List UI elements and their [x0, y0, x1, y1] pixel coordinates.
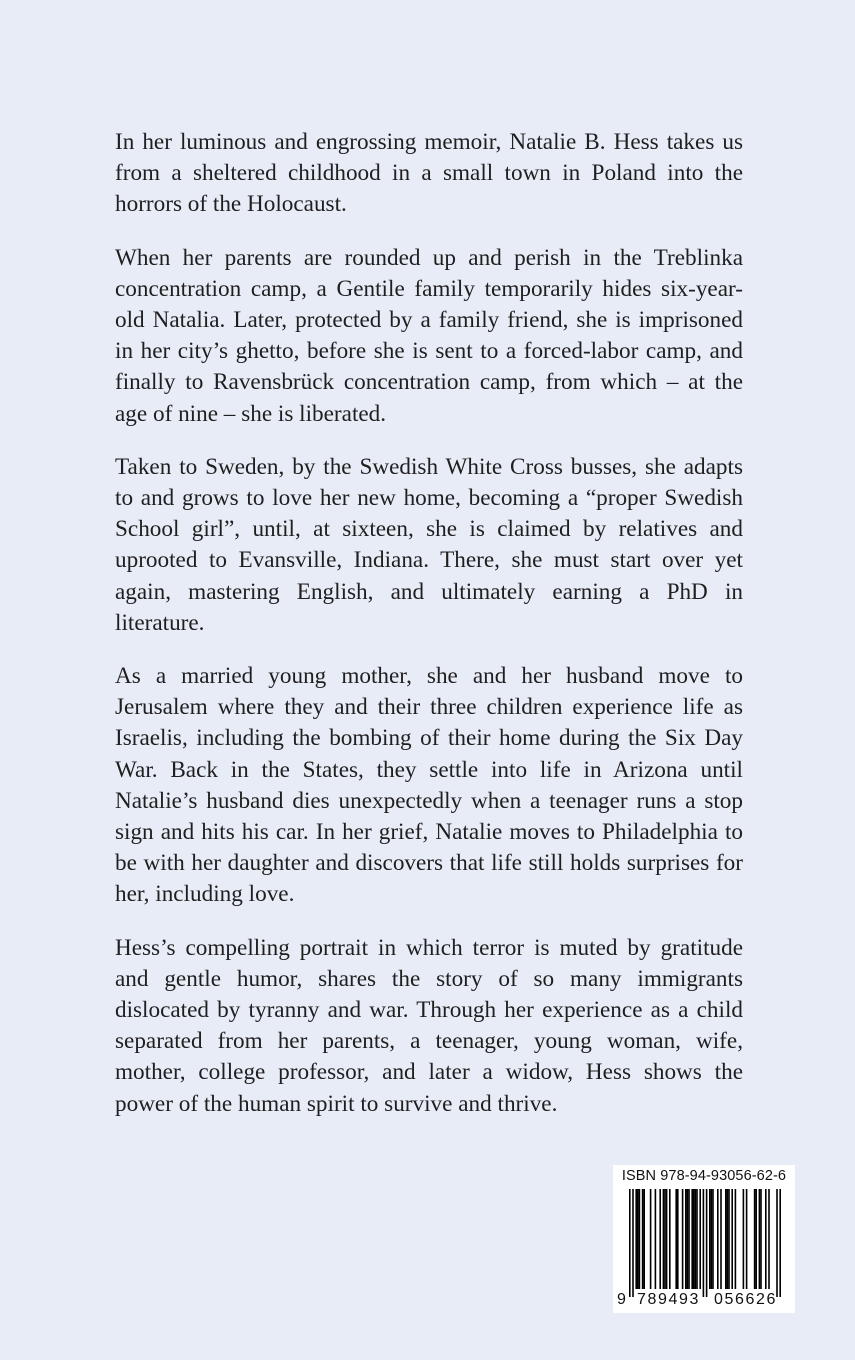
- barcode-bar: [637, 1189, 639, 1289]
- barcode-digits-left: 789493: [637, 1291, 700, 1308]
- barcode-bar: [720, 1189, 722, 1289]
- barcode-bar: [725, 1189, 727, 1289]
- barcode-bar: [717, 1189, 719, 1289]
- barcode-bar: [643, 1189, 645, 1289]
- isbn-label: ISBN 978-94-93056-62-6: [621, 1168, 787, 1184]
- barcode-bar: [755, 1189, 757, 1289]
- barcode-bar: [712, 1189, 714, 1289]
- barcode-bar: [735, 1189, 737, 1289]
- barcode-bar: [696, 1189, 698, 1289]
- barcode-bar: [642, 1189, 644, 1289]
- back-cover-blurb: [115, 127, 743, 1142]
- barcode-bar: [682, 1189, 684, 1289]
- barcode-digits-right: 056626: [714, 1291, 777, 1308]
- barcode-bar: [695, 1189, 697, 1289]
- blurb-paragraph-2: When her parents are rounded up and perish in the Treblinka concentration camp, a Gentile family temporarily hides six-year-old Natalia. Later, protected by a family friend, she is imprisoned in her city’s ghetto, before she is sent to a forced-labor camp, and finally to Ravensbrück concentration camp, from which – at the age of nine – she is liberated.: [115, 244, 743, 427]
- barcode-bar: [731, 1189, 733, 1289]
- barcode-bar: [650, 1189, 652, 1289]
- blurb-paragraph-4: As a married young mother, she and her husband move to Jerusalem where they and their three children experience life as Israelis, including the bombing of their home during the Six Day War. Back in the States, they settle into life in Arizona until Natalie’s husband dies unexpectedly when a teenager runs a stop sign and hits his car. In her grief, Natalie moves to Philadelphia to be with her daughter and discovers that life still holds surprises for her, including love.: [115, 663, 743, 908]
- barcode-bar: [711, 1189, 713, 1289]
- barcode-bar: [754, 1189, 756, 1289]
- barcode-bar: [687, 1189, 689, 1289]
- barcode-bar: [746, 1189, 748, 1289]
- barcode-bar: [632, 1189, 634, 1297]
- barcode-bar: [743, 1189, 745, 1289]
- barcode-bar: [693, 1189, 695, 1289]
- barcode-bar: [669, 1189, 671, 1289]
- barcode-bar: [677, 1189, 679, 1289]
- barcode-bar: [675, 1189, 677, 1289]
- barcode-bar: [706, 1189, 708, 1297]
- barcode-bar: [759, 1189, 761, 1289]
- barcode-bar: [699, 1189, 701, 1289]
- barcode-digit-first: 9: [617, 1291, 628, 1308]
- barcode-bar: [659, 1189, 661, 1289]
- barcode-bar: [703, 1189, 705, 1297]
- barcode-bar: [776, 1189, 778, 1297]
- barcode-bar: [685, 1189, 687, 1289]
- blurb-paragraph-5: Hess’s compelling portrait in which terror is muted by gratitude and gentle humor, shares the story of so many immigrants dislocated by tyranny and war. Through her experience as a child separated from her parents, a teenager, young woman, wife, mother, college professor, and later a widow, Hess shows the power of the human spirit to survive and thrive.: [115, 934, 743, 1117]
- barcode-bars: [619, 1189, 789, 1299]
- barcode-bar: [635, 1189, 637, 1289]
- barcode-bar: [728, 1189, 730, 1289]
- barcode-bar: [688, 1189, 690, 1289]
- blurb-paragraph-1: In her luminous and engrossing memoir, Natalie B. Hess takes us from a sheltered childhood in a small town in Poland into the horrors of the Holocaust.: [115, 129, 743, 218]
- barcode-bar: [691, 1189, 693, 1289]
- barcode-bar: [666, 1189, 668, 1289]
- barcode-bar: [760, 1189, 762, 1289]
- barcode-bar: [639, 1189, 641, 1289]
- barcode-bar: [663, 1189, 665, 1289]
- barcode-bar: [709, 1189, 711, 1289]
- barcode-bar: [727, 1189, 729, 1289]
- barcode-bar: [655, 1189, 657, 1289]
- isbn-barcode: [613, 1165, 795, 1313]
- barcode-bar: [664, 1189, 666, 1289]
- barcode-bar: [765, 1189, 767, 1289]
- blurb-paragraph-3: Taken to Sweden, by the Swedish White Cross busses, she adapts to and grows to love her new home, becoming a “proper Swedish School girl”, until, at sixteen, she is claimed by relatives and uprooted to Evansville, Indiana. There, she must start over yet again, mastering English, and ultimately earning a PhD in literature.: [115, 453, 743, 636]
- barcode-bar: [768, 1189, 770, 1289]
- barcode-bar: [779, 1189, 781, 1297]
- barcode-bar: [629, 1189, 631, 1297]
